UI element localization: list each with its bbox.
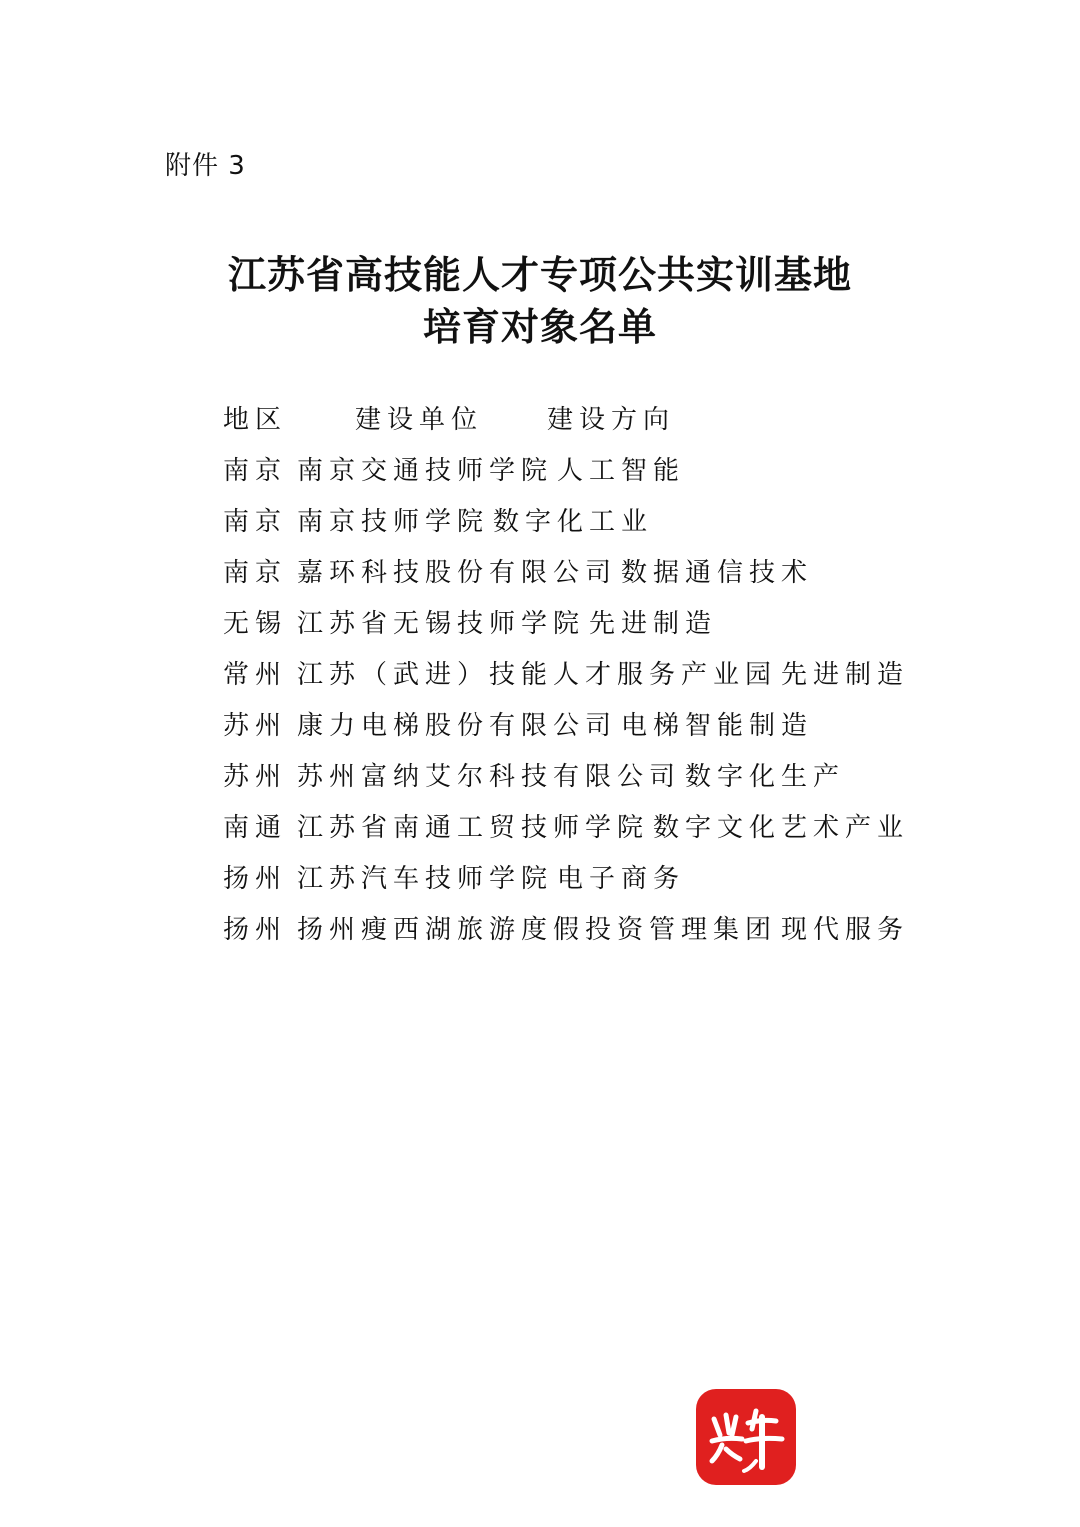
- item-unit: 江苏（武进）技能人才服务产业园: [297, 660, 778, 690]
- item-direction: 先进制造: [589, 609, 718, 639]
- list-item: [223, 655, 923, 706]
- document-title-line-1: 江苏省高技能人才专项公共实训基地: [227, 252, 852, 297]
- item-unit: 南京交通技师学院: [297, 456, 554, 486]
- header-unit: 建设单位: [355, 405, 484, 435]
- document-title-line-2: 培育对象名单: [422, 304, 657, 349]
- list-item: [223, 859, 923, 910]
- item-direction: 数据通信技术: [621, 558, 814, 588]
- item-region: 南京: [223, 456, 288, 486]
- item-region: 南京: [223, 558, 288, 588]
- list-item: [223, 451, 923, 502]
- app-logo-graphic: [696, 1389, 796, 1485]
- item-region: 苏州: [223, 711, 288, 741]
- target-list: [223, 400, 923, 961]
- header-direction: 建设方向: [547, 405, 676, 435]
- item-direction: 现代服务: [781, 915, 910, 945]
- item-region: 南通: [223, 813, 288, 843]
- list-item: [223, 553, 923, 604]
- item-region: 苏州: [223, 762, 288, 792]
- item-direction: 数字文化艺术产业: [653, 813, 910, 843]
- item-direction: 先进制造: [781, 660, 910, 690]
- attachment-label: 附件 3: [165, 151, 246, 181]
- item-region: 扬州: [223, 915, 288, 945]
- item-unit: 扬州瘦西湖旅游度假投资管理集团: [297, 915, 778, 945]
- list-header: [223, 400, 923, 451]
- item-direction: 电梯智能制造: [621, 711, 814, 741]
- list-item: [223, 706, 923, 757]
- item-unit: 南京技师学院: [297, 507, 490, 537]
- app-logo-icon: [696, 1389, 796, 1485]
- item-region: 南京: [223, 507, 288, 537]
- list-item: [223, 808, 923, 859]
- item-region: 扬州: [223, 864, 288, 894]
- item-unit: 嘉环科技股份有限公司: [297, 558, 618, 588]
- item-unit: 江苏省无锡技师学院: [297, 609, 586, 639]
- list-item: [223, 502, 923, 553]
- list-item: [223, 604, 923, 655]
- list-item: [223, 757, 923, 808]
- item-direction: 电子商务: [557, 864, 686, 894]
- item-unit: 江苏省南通工贸技师学院: [297, 813, 650, 843]
- item-unit: 康力电梯股份有限公司: [297, 711, 618, 741]
- item-region: 常州: [223, 660, 288, 690]
- item-region: 无锡: [223, 609, 288, 639]
- list-item: [223, 910, 923, 961]
- item-direction: 数字化生产: [685, 762, 846, 792]
- item-direction: 数字化工业: [493, 507, 654, 537]
- item-unit: 江苏汽车技师学院: [297, 864, 554, 894]
- header-region: 地区: [223, 405, 288, 435]
- item-direction: 人工智能: [557, 456, 686, 486]
- item-unit: 苏州富纳艾尔科技有限公司: [297, 762, 682, 792]
